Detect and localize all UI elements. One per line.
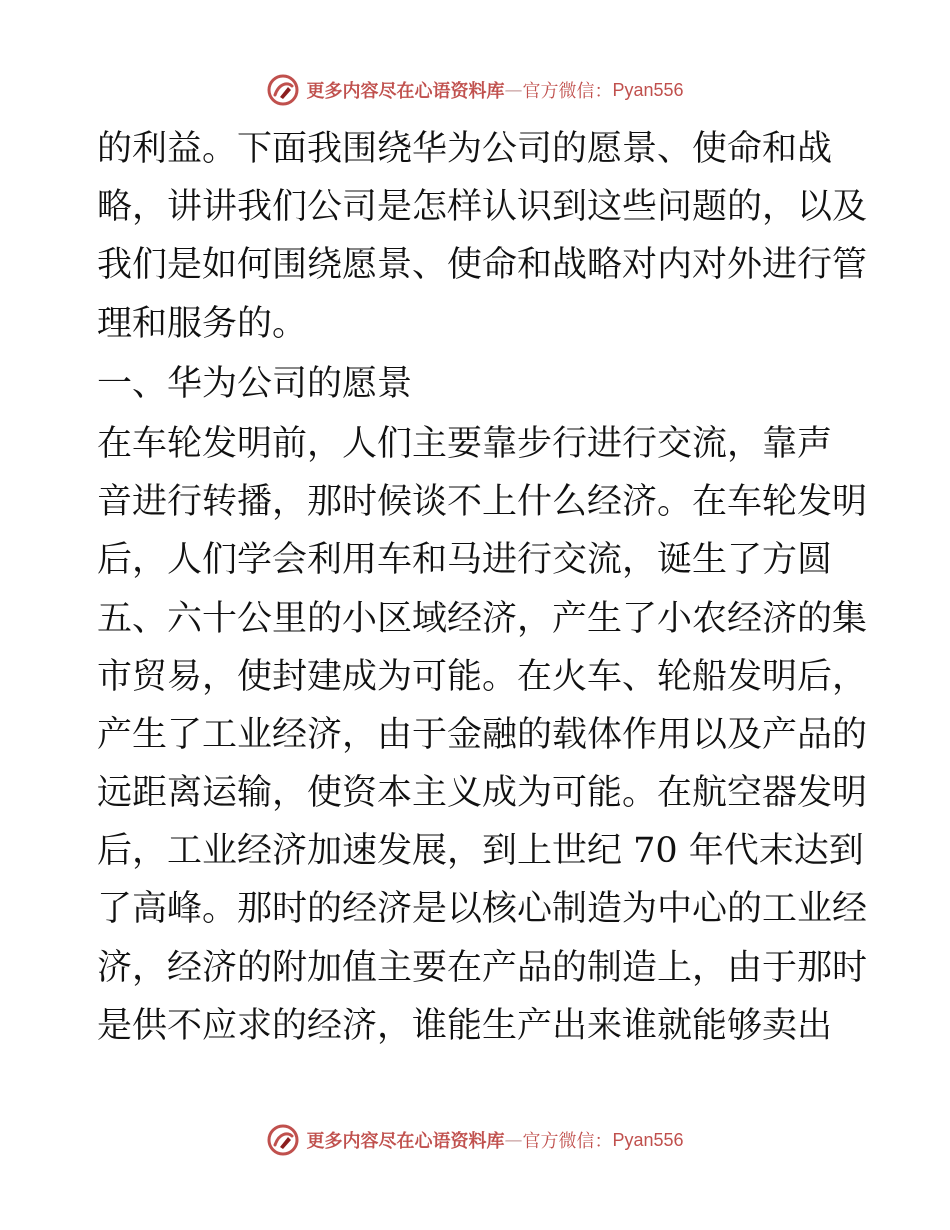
pen-swirl-icon: [266, 73, 300, 107]
banner-dash: —: [504, 79, 523, 101]
text-line: 后，人们学会利用车和马进行交流，诞生了方圆: [97, 540, 833, 581]
text-line: 产生了工业经济，由于金融的载体作用以及产品的: [97, 714, 868, 755]
text-line: 了高峰。那时的经济是以核心制造为中心的工业经: [97, 889, 868, 930]
text-line: 是供不应求的经济，谁能生产出来谁就能够卖出: [97, 1005, 833, 1046]
header-banner: [0, 70, 950, 110]
text-line: 市贸易，使封建成为可能。在火车、轮船发明后，: [97, 656, 868, 697]
text-line: 济，经济的附加值主要在产品的制造上，由于那时: [97, 947, 868, 988]
document-body: [97, 120, 868, 1055]
banner-wechat-id: Pyan556: [612, 1129, 684, 1150]
section-heading: 一、华为公司的愿景: [97, 363, 413, 404]
text-line: 音进行转播，那时候谈不上什么经济。在车轮发明: [97, 482, 868, 523]
banner-wechat-label: 官方微信：: [522, 81, 613, 102]
text-line: 五、六十公里的小区域经济，产生了小农经济的集: [97, 598, 868, 639]
banner-dash: —: [504, 1129, 523, 1151]
banner-wechat-label: 官方微信：: [522, 1131, 613, 1152]
pen-swirl-icon: [266, 1123, 300, 1157]
banner-wechat-id: Pyan556: [612, 79, 684, 100]
text-line: 远距离运输，使资本主义成为可能。在航空器发明: [97, 773, 868, 814]
text-line: 后，工业经济加速发展，到上世纪 70 年代末达到: [97, 831, 864, 872]
paragraph-1: [97, 120, 868, 353]
text-line: 我们是如何围绕愿景、使命和战略对内对外进行管: [97, 245, 868, 286]
banner-main-text: 更多内容尽在心语资料库: [306, 1131, 505, 1152]
banner-main-text: 更多内容尽在心语资料库: [306, 81, 505, 102]
text-line: 的利益。下面我围绕华为公司的愿景、使命和战: [97, 129, 833, 169]
text-line: 在车轮发明前，人们主要靠步行进行交流，靠声: [97, 423, 833, 464]
text-line: 略，讲讲我们公司是怎样认识到这些问题的，以及: [97, 187, 868, 228]
text-line: 理和服务的。: [97, 303, 308, 344]
paragraph-2: [97, 415, 868, 1055]
footer-banner: [0, 1120, 950, 1160]
